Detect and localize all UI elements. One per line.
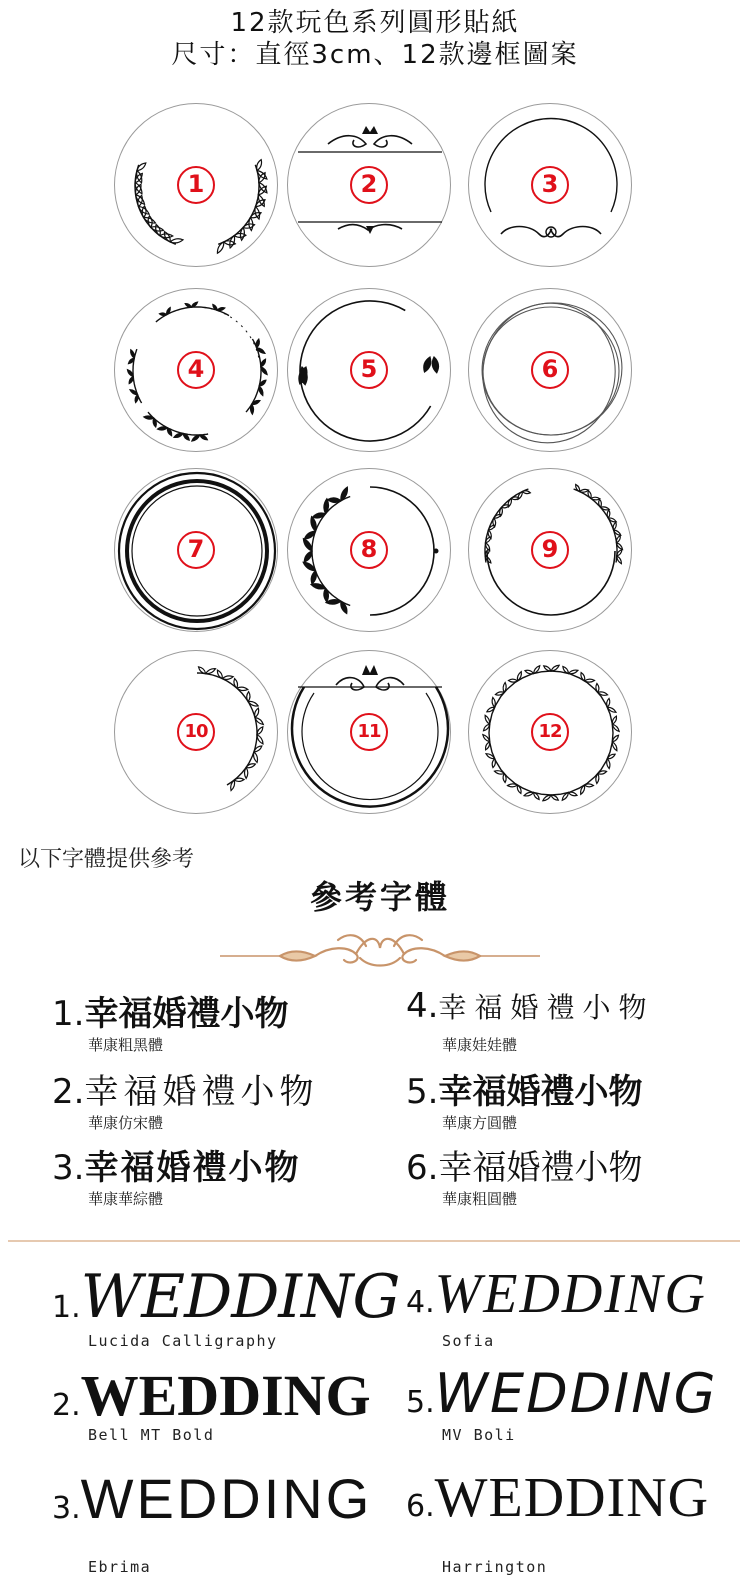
font-sample-text: WEDDING	[434, 1263, 707, 1325]
font-name-label: Harrington	[442, 1558, 548, 1576]
sticker-design-5	[287, 288, 451, 452]
font-name-label: 華康娃娃體	[442, 1036, 518, 1054]
font-name-label: 華康華綜體	[88, 1190, 164, 1208]
sticker-number-badge: 4	[177, 351, 215, 389]
font-name-label: Sofia	[442, 1332, 495, 1350]
font-sample-text: WEDDING	[80, 1262, 400, 1332]
font-name-label: Ebrima	[88, 1558, 152, 1576]
sticker-design-10	[114, 650, 278, 814]
chinese-font-sample	[406, 986, 654, 1026]
english-font-sample	[52, 1362, 371, 1429]
sticker-number-badge: 1	[177, 166, 215, 204]
english-font-sample	[406, 1466, 709, 1530]
font-name-label: 華康方圓體	[442, 1114, 518, 1132]
sticker-design-12	[468, 650, 632, 814]
sticker-number-badge: 10	[177, 713, 215, 751]
chinese-font-sample	[52, 1140, 300, 1189]
header-title: 12款玩色系列圓形貼紙	[230, 8, 520, 38]
font-number: 1.	[52, 994, 85, 1034]
sticker-number-badge: 9	[531, 531, 569, 569]
fonts-note: 以下字體提供參考	[18, 847, 195, 872]
section-divider	[8, 1240, 740, 1242]
font-number: 4.	[406, 1285, 435, 1320]
font-number: 5.	[406, 1385, 435, 1420]
sticker-number-badge: 7	[177, 531, 215, 569]
font-name-label: MV Boli	[442, 1426, 516, 1444]
font-number: 3.	[52, 1491, 81, 1526]
font-name-label: 華康粗黑體	[88, 1036, 164, 1054]
sticker-number-badge: 6	[531, 351, 569, 389]
font-name-label: 華康粗圓體	[442, 1190, 518, 1208]
font-sample-text: 幸福婚禮小物	[438, 1148, 643, 1188]
sticker-design-4	[114, 288, 278, 452]
font-number: 6.	[406, 1148, 439, 1188]
sticker-number-badge: 11	[350, 713, 388, 751]
reference-title: 參考字體	[309, 878, 450, 916]
sticker-design-11	[287, 650, 451, 814]
font-number: 2.	[52, 1072, 85, 1112]
font-sample-text: 幸福婚禮小物	[438, 1072, 643, 1112]
font-sample-text: 幸福婚禮小物	[84, 1148, 301, 1188]
sticker-design-3	[468, 103, 632, 267]
chinese-font-sample	[406, 1140, 642, 1189]
english-font-sample	[52, 1466, 372, 1531]
font-number: 5.	[406, 1072, 439, 1112]
chinese-font-sample	[52, 986, 288, 1035]
font-sample-text: 幸福婚禮小物	[438, 991, 655, 1024]
font-sample-text: WEDDING	[80, 1363, 371, 1428]
font-number: 1.	[52, 1290, 81, 1325]
sticker-design-2	[287, 103, 451, 267]
sticker-number-badge: 8	[350, 531, 388, 569]
font-name-label: Bell MT Bold	[88, 1426, 215, 1444]
chinese-font-sample	[52, 1064, 318, 1113]
font-number: 6.	[406, 1489, 435, 1524]
sticker-number-badge: 5	[350, 351, 388, 389]
font-sample-text: 幸福婚禮小物	[84, 994, 289, 1034]
sticker-number-badge: 3	[531, 166, 569, 204]
english-font-sample	[406, 1262, 707, 1326]
sticker-design-1	[114, 103, 278, 267]
english-font-sample	[52, 1262, 399, 1332]
chinese-font-sample	[406, 1064, 642, 1113]
font-number: 3.	[52, 1148, 85, 1188]
font-name-label: 華康仿宋體	[88, 1114, 164, 1132]
english-font-sample	[406, 1362, 717, 1425]
sticker-number-badge: 12	[531, 713, 569, 751]
font-number: 4.	[406, 986, 439, 1026]
font-name-label: Lucida Calligraphy	[88, 1332, 278, 1350]
font-sample-text: 幸福婚禮小物	[84, 1072, 319, 1112]
font-sample-text: WEDDING	[80, 1467, 373, 1530]
sticker-number-badge: 2	[350, 166, 388, 204]
ornament-divider	[220, 928, 540, 974]
sticker-design-9	[468, 468, 632, 632]
font-number: 2.	[52, 1388, 81, 1423]
font-sample-text: WEDDING	[434, 1467, 710, 1529]
font-sample-text: WEDDING	[434, 1362, 718, 1425]
sticker-design-6	[468, 288, 632, 452]
sticker-design-7	[114, 468, 278, 632]
header-subtitle: 尺寸：直徑3cm、12款邊框圖案	[171, 40, 579, 70]
sticker-design-8	[287, 468, 451, 632]
